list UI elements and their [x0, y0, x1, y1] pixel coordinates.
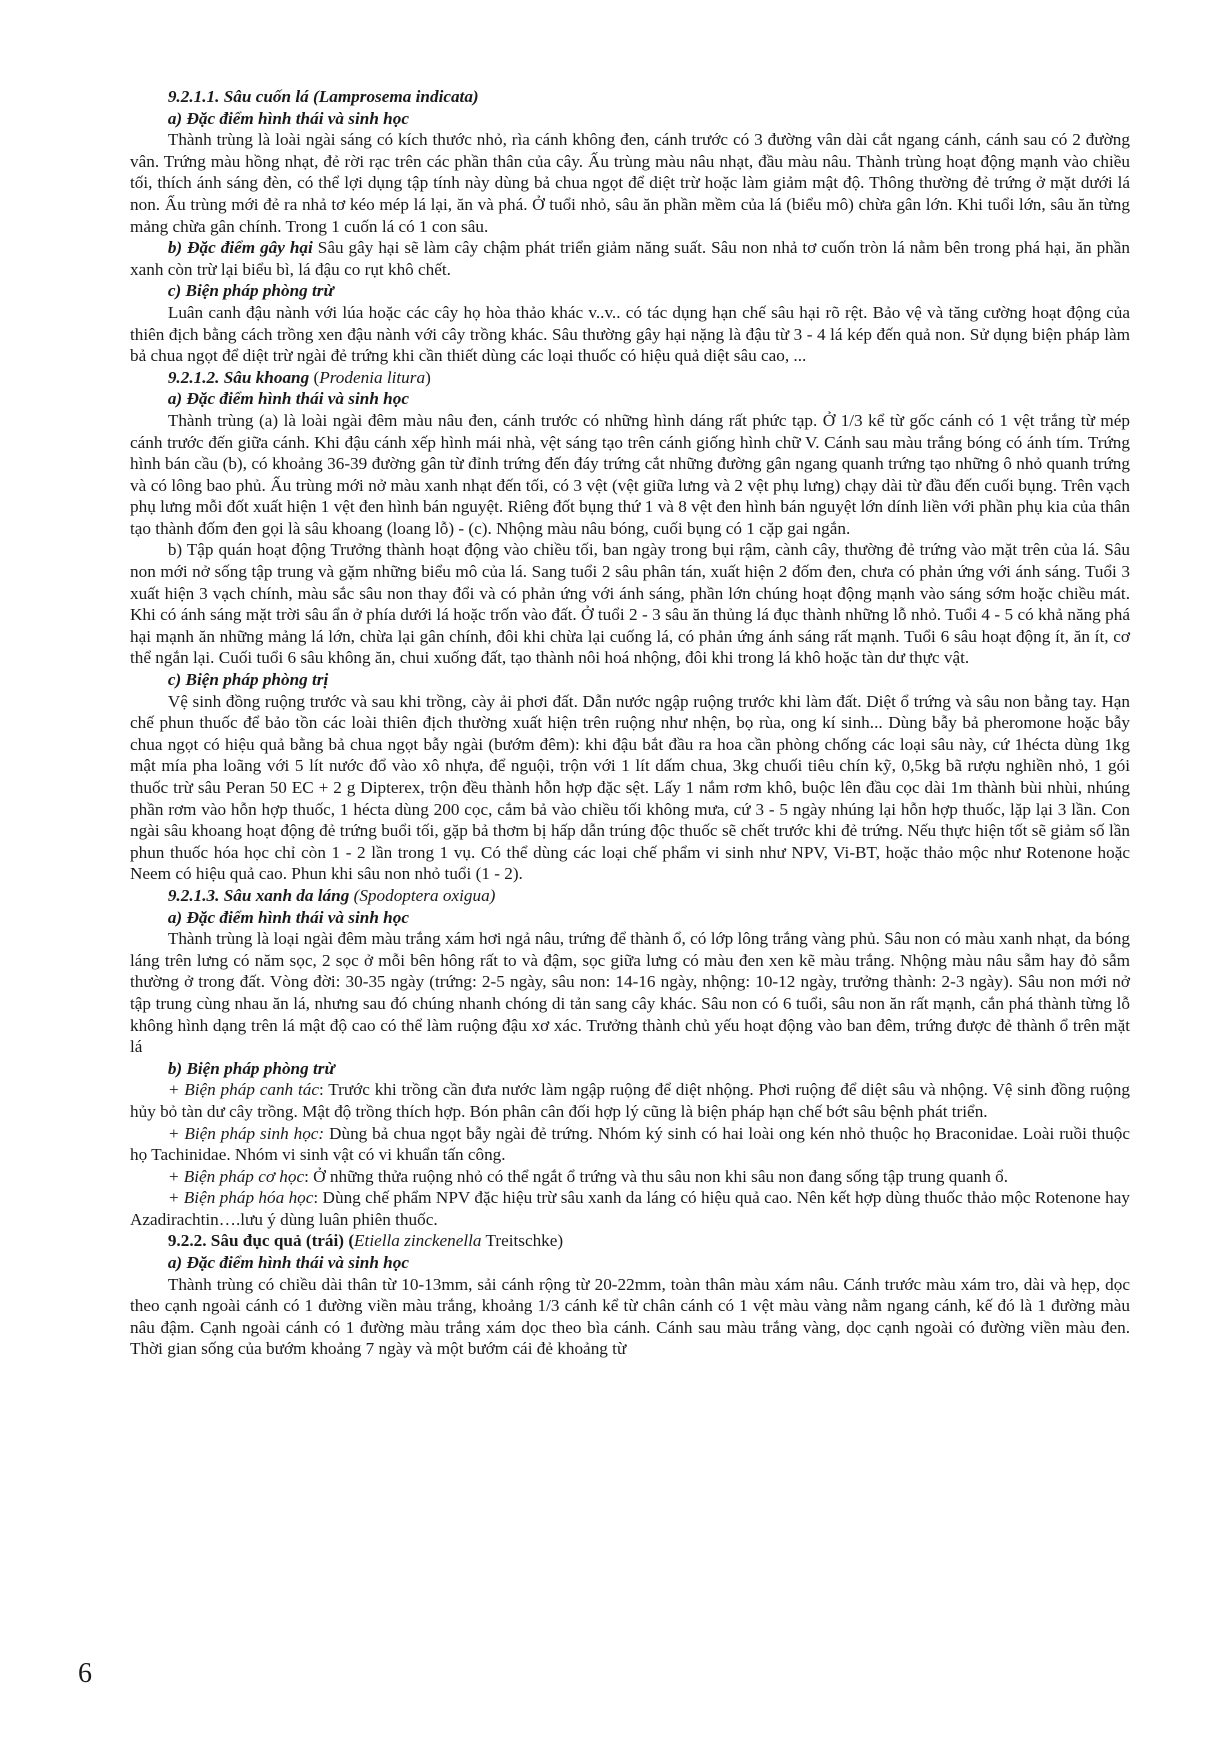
subheading-c: c) Biện pháp phòng trừ — [167, 281, 334, 301]
method-text: : Ở những thửa ruộng nhỏ có thể ngắt ổ trứng và thu sâu non khi sâu non đang sống tập trung quanh ổ. — [304, 1166, 1008, 1186]
section-heading-9-2-1-2 — [130, 367, 1130, 389]
paragraph: Thành trùng là loài ngài sáng có kích thước nhỏ, rìa cánh không đen, cánh trước có 3 đường vân dài cắt ngang cánh, cánh sau có 2 đường vân. Trứng màu hồng nhạt, đẻ rời rạc trên các phần thân của cây. Ấu trùng màu nâu nhạt, đầu màu nâu. Thành trùng hoạt động mạnh vào chiều tối, thích ánh sáng đèn, có thể lợi dụng tập tính này dùng bả chua ngọt để diệt trừ hoặc làm giảm mật độ. Thông thường đẻ trứng ở mặt dưới lá non. Ấu trùng mới đẻ ra nhả tơ kéo mép lá lại, ăn và phá. Ở tuổi nhỏ, sâu ăn phần mềm của lá (biểu mô) chừa gân lớn. Khi tuổi lớn, sâu ăn từng mảng chừa gân chính. Trong 1 cuốn lá có 1 con sâu. — [130, 130, 1130, 236]
paragraph-text: Sâu gây hại sẽ làm cây chậm phát triển giảm năng suất. Sâu non nhả tơ cuốn tròn lá nằm bên trong phá hại, ăn phần xanh còn trừ lại biểu bì, lá đậu co rụt khô chết. — [130, 238, 1130, 279]
subheading-c: c) Biện pháp phòng trị — [167, 670, 329, 690]
section-heading-9-2-1-1: 9.2.1.1. Sâu cuốn lá (Lamprosema indicata) — [167, 87, 479, 106]
heading-title: 9.2.1.2. Sâu khoang — [167, 367, 310, 387]
heading-paren-close: ) — [425, 367, 431, 387]
paragraph: Thành trùng có chiều dài thân từ 10-13mm, sải cánh rộng từ 20-22mm, toàn thân màu xám nâu. Cánh trước màu xám tro, dài và hẹp, dọc theo cạnh ngoài cánh có 1 đường viền màu trắng, khoảng 1/3 cánh kể từ chân cánh có 1 vệt màu vàng nằm ngang cánh, kế đó là 1 đường màu nâu đậm. Cạnh ngoài cánh có 1 đường màu trắng xám dọc theo bìa cánh. Cánh sau màu trắng vàng, dọc cạnh ngoài có đường viền màu đen. Thời gian sống của bướm khoảng 7 ngày và một bướm cái đẻ khoảng từ — [130, 1274, 1130, 1359]
method-label: + Biện pháp hóa học — [167, 1188, 314, 1208]
method-text: : Trước khi trồng cần đưa nước làm ngập ruộng để diệt nhộng. Phơi ruộng để diệt sâu và nhộng. Vệ sinh đồng ruộng hủy bỏ tàn dư cây trồng. Mật độ trồng thích hợp. Bón phân cân đối hợp lý cũng là biện pháp hạn chế bớt sâu bệnh phát triển. — [130, 1080, 1130, 1121]
subheading-b: b) Biện pháp phòng trừ — [167, 1058, 335, 1078]
paragraph — [130, 1187, 1130, 1230]
paragraph — [130, 237, 1130, 280]
paragraph — [130, 1123, 1130, 1166]
paragraph: b) Tập quán hoạt động Trưởng thành hoạt động vào chiều tối, ban ngày trong bụi rậm, cành cây, thường đẻ trứng vào mặt trên của lá. Sâu non mới nở sống tập trung và gặm những biểu mô của lá. Sang tuổi 2 sâu phân tán, xuất hiện 2 đốm đen, chưa có phản ứng với ánh sáng. Tuổi 3 xuất hiện 3 vạch chính, màu sắc sâu non thay đổi và có phản ứng với ánh sáng, phần lớn chúng hoạt động mạnh vào sáng sớm hoặc chiều mát. Khi có ánh sáng mặt trời sâu ẩn ở phía dưới lá hoặc trốn vào đất. Ở tuổi 2 - 3 sâu ăn thủng lá đục thành những lỗ nhỏ. Tuổi 4 - 5 có khả năng phá hại mạnh ăn những mảng lá lớn, chừa lại gân chính, đôi khi chừa lại cuống lá, có phản ứng ánh sáng rất mạnh. Tuổi 6 sâu hoạt động ít, ăn ít, cơ thể ngắn lại. Cuối tuổi 6 sâu không ăn, chui xuống đất, tạo thành nôi hoá nhộng, đôi khi trong lá khô hoặc tàn dư thực vật. — [130, 540, 1130, 668]
heading-title: 9.2.2. Sâu đục quả (trái) ( — [167, 1231, 355, 1251]
page-number: 6 — [78, 1658, 92, 1689]
subheading-a: a) Đặc điểm hình thái và sinh học — [167, 1253, 409, 1273]
subheading-a: a) Đặc điểm hình thái và sinh học — [167, 108, 409, 128]
method-label: + Biện pháp sinh học: — [167, 1123, 325, 1143]
subheading-a: a) Đặc điểm hình thái và sinh học — [167, 389, 409, 409]
paragraph: Thành trùng (a) là loài ngài đêm màu nâu đen, cánh trước có những hình dáng rất phức tạp. Ở 1/3 kể từ gốc cánh có 1 vệt trắng từ mép cánh trước đến giữa cánh. Khi đậu cánh xếp hình mái nhà, vệt sáng tạo trên cánh giống hình chữ V. Cánh sau màu trắng bóng có ánh tím. Trứng hình bán cầu (b), có khoảng 36-39 đường gân từ đỉnh trứng đến đáy trứng cắt những đường gân ngang quanh trứng tạo những ô nhỏ quanh trứng và có lông bao phủ. Ấu trùng mới nở màu xanh nhạt đến tối, có 3 vệt (vệt giữa lưng và 2 vệt phụ lưng) chạy dài từ đầu đến cuối bụng. Trên vạch phụ lưng mỗi đốt xuất hiện 1 vệt đen hình bán nguyệt. Riêng đốt bụng thứ 1 và 8 vệt đen hình bán nguyệt lớn dính liền với phần phụ kia của thân tạo thành đốm đen gọi là sâu khoang (loang lỗ) - (c). Nhộng màu nâu bóng, cuối bụng có 1 cặp gai ngắn. — [130, 410, 1130, 538]
method-text: Dùng bả chua ngọt bẫy ngài đẻ trứng. Nhóm ký sinh có hai loài ong kén nhỏ thuộc họ Braconidae. Loài ruồi thuộc họ Tachinidae. Nhóm vi sinh vật có vi khuẩn tấn công. — [130, 1123, 1130, 1165]
heading-latin: Etiella zinckenella — [354, 1231, 482, 1251]
method-text: : Dùng chế phẩm NPV đặc hiệu trừ sâu xanh da láng có hiệu quả cao. Nên kết hợp dùng thuốc thảo mộc Rotenone hay Azadirachtin….lưu ý dùng luân phiên thuốc. — [130, 1188, 1130, 1229]
paragraph: Luân canh đậu nành với lúa hoặc các cây họ hòa thảo khác v..v.. có tác dụng hạn chế sâu hại rõ rệt. Bảo vệ và tăng cường hoạt động của thiên địch bằng cách trồng xen đậu nành với cây trồng khác. Sâu thường gây hại nặng là đậu từ 3 - 4 lá kép đến quả non. Sử dụng biện pháp làm bả chua ngọt để diệt trừ ngài đẻ trứng khi cần thiết dùng các loại thuốc có hiệu quả diệt sâu cao, ... — [130, 302, 1130, 366]
heading-paren: ( — [309, 367, 320, 387]
paragraph: Thành trùng là loại ngài đêm màu trắng xám hơi ngả nâu, trứng để thành ổ, có lớp lông trắng vàng phủ. Sâu non có màu xanh nhạt, da bóng láng trên lưng có năm sọc, 2 sọc ở mỗi bên hông rất to và đậm, sọc giữa lưng có màu đen xen kẽ màu trắng. Nhộng màu nâu sẫm hay đỏ sẫm thường ở trong đất. Vòng đời: 30-35 ngày (trứng: 2-5 ngày, sâu non: 14-16 ngày, nhộng: 10-12 ngày, trưởng thành: 2-3 ngày). Sâu non mới nở tập trung cùng nhau ăn lá, nhưng sau đó chúng nhanh chóng di tản sang cây khác. Sâu non có 6 tuổi, sâu non ăn rất mạnh, cắn phá thành từng lỗ không hình dạng trên lá mật độ cao có thể làm ruộng đậu xơ xác. Trưởng thành chủ yếu hoạt động vào ban đêm, trứng được đẻ thành ổ trên mặt lá — [130, 929, 1130, 1057]
paragraph — [130, 1079, 1130, 1122]
heading-latin: (Spodoptera oxigua) — [349, 885, 496, 905]
subheading-a: a) Đặc điểm hình thái và sinh học — [167, 907, 409, 927]
section-heading-9-2-2 — [130, 1230, 1130, 1252]
heading-title: 9.2.1.3. Sâu xanh da láng — [167, 885, 350, 905]
heading-rest: Treitschke) — [481, 1231, 564, 1251]
document-page — [130, 86, 1130, 1360]
paragraph: Vệ sinh đồng ruộng trước và sau khi trồng, cày ải phơi đất. Dẫn nước ngập ruộng trước khi làm đất. Diệt ổ trứng và sâu non bằng tay. Hạn chế phun thuốc để bảo tồn các loài thiên địch thường xuất hiện trên ruộng như nhện, bọ rùa, ong kí sinh... Dùng bẫy bả pheromone hoặc bẫy chua ngọt có hiệu quả bằng bả chua ngọt bẫy ngài (bướm đêm): khi đậu bắt đầu ra hoa cần phòng chống các loại sâu này, cứ 1hécta dùng 1kg mật mía pha loãng với 5 lít nước đổ vào xô nhựa, để nguội, trộn với 1 lít dấm chua, 3kg chuối tiêu chín kỹ, 0,5kg bã rượu nghiền nhỏ, 1 gói thuốc trừ sâu Peran 50 EC + 2 g Dipterex, trộn đều thành hỗn hợp đặc sệt. Lấy 1 nắm rơm khô, buộc lên đầu cọc dài 1m thành bùi nhùi, nhúng phần rơm vào hỗn hợp thuốc, 1 hécta dùng 200 cọc, cắm bả vào chiều tối không mưa, cứ 3 - 5 ngày nhúng lại hỗn hợp thuốc, lặp lại 3 lần. Con ngài sâu khoang hoạt động đẻ trứng buổi tối, gặp bả thơm bị hấp dẫn trúng độc thuốc sẽ chết trước khi đẻ trứng. Nếu thực hiện tốt sẽ giảm số lần phun thuốc hóa học chỉ còn 1 - 2 lần trong 1 vụ. Có thể dùng các loại chế phẩm vi sinh như NPV, Vi-BT, hoặc thảo mộc như Rotenone hoặc Neem có hiệu quả cao. Phun khi sâu non nhỏ tuổi (1 - 2). — [130, 691, 1130, 884]
paragraph — [130, 1166, 1130, 1188]
subheading-b-inline: b) Đặc điểm gây hại — [167, 238, 313, 258]
section-heading-9-2-1-3 — [130, 885, 1130, 907]
method-label: + Biện pháp cơ học — [167, 1166, 305, 1186]
heading-latin: Prodenia litura — [319, 367, 426, 387]
method-label: + Biện pháp canh tác — [167, 1080, 319, 1100]
